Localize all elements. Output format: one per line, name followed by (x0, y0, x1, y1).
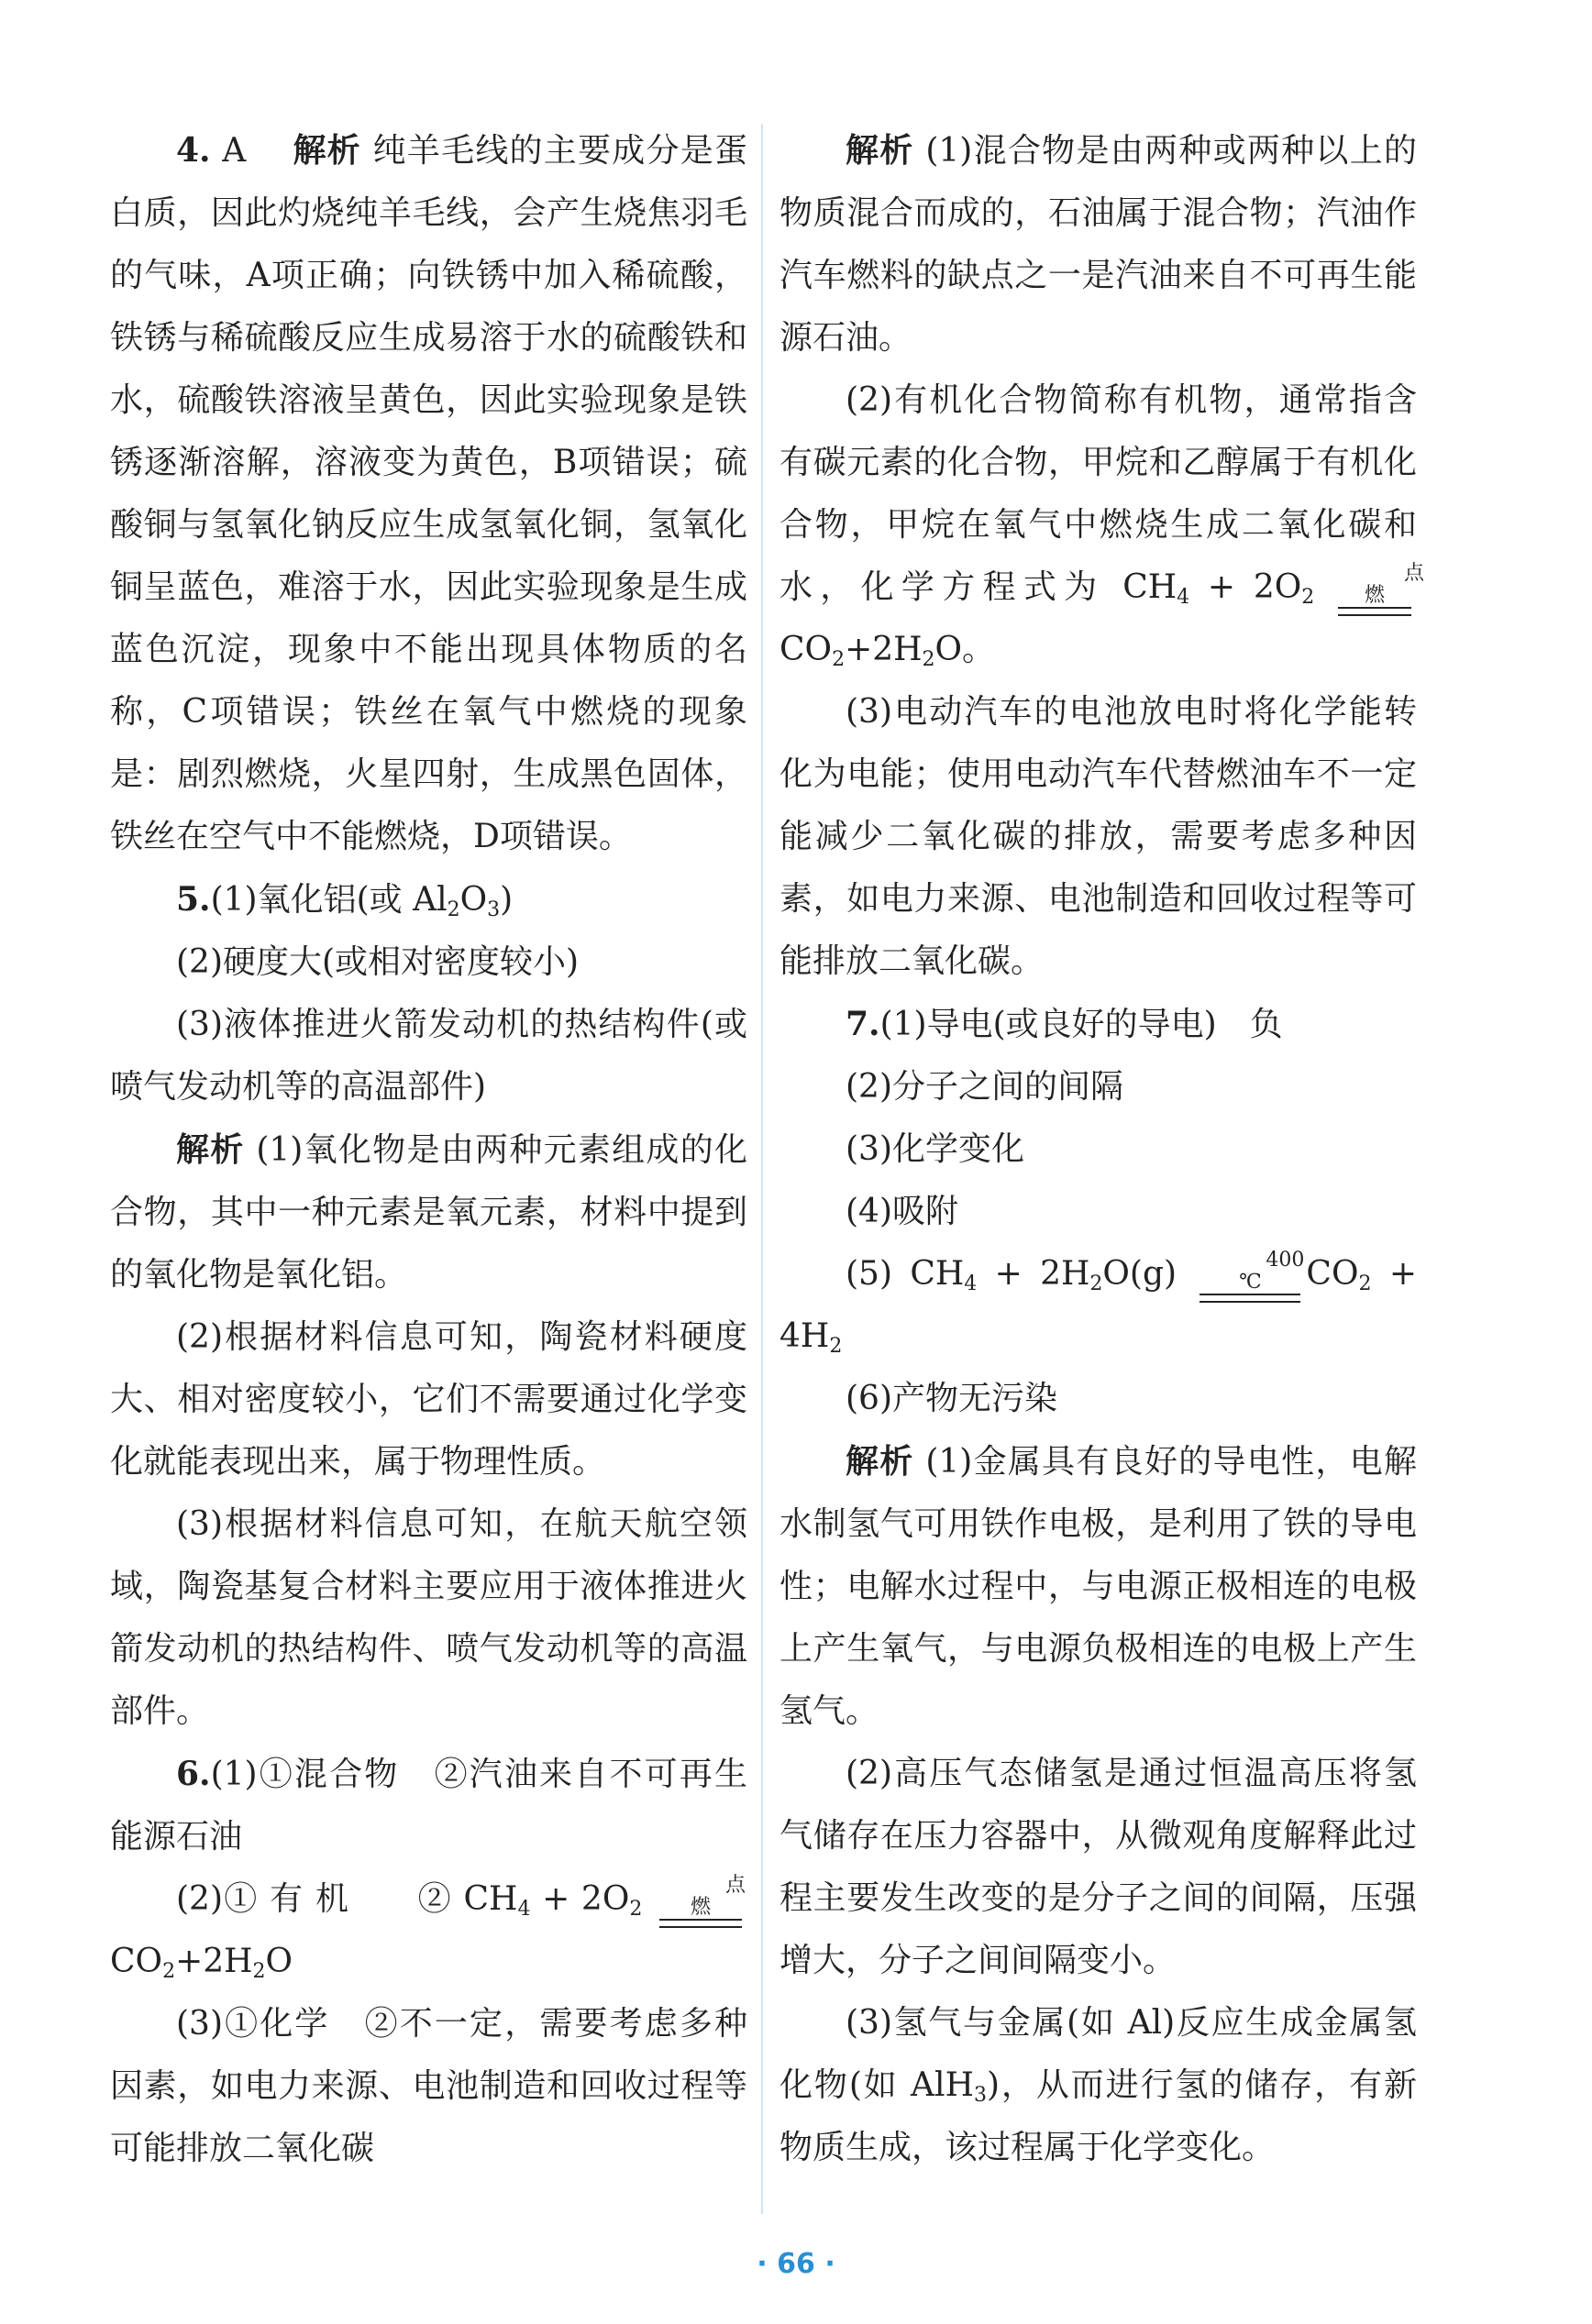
q5-2-text: (2)硬度大(或相对密度较小) (176, 943, 580, 981)
q5-answer-3 (110, 994, 747, 1118)
q6-analysis-1 (779, 119, 1417, 369)
subscript: 4 (1177, 586, 1190, 609)
q4-answer: A (222, 132, 247, 170)
subscript: 2 (629, 1898, 643, 1921)
q7-5-text: CO (1306, 1255, 1359, 1293)
q4-analysis-text: 纯羊毛线的主要成分是蛋白质，因此灼烧纯羊毛线，会产生烧焦羽毛的气味，A项正确；向铁锈中加入稀硫酸，铁锈与稀硫酸反应生成易溶于水的硫酸铁和水，硫酸铁溶液呈黄色，因此实验现象是铁锈逐渐溶解，溶液变为黄色，B项错误；硫酸铜与氢氧化钠反应生成氢氧化铜，氢氧化铜呈蓝色，难溶于水，因此实验现象是生成蓝色沉淀，现象中不能出现具体物质的名称，C项错误；铁丝在氧气中燃烧的现象是：剧烈燃烧，火星四射，生成黑色固体，铁丝在空气中不能燃烧，D项错误。 (110, 132, 747, 855)
q5-analysis-2 (110, 1306, 747, 1493)
q7-number: 7. (846, 1005, 880, 1043)
q5-answer-1 (110, 868, 747, 931)
q7-5-text: + 2H (977, 1255, 1090, 1293)
q7-answer-5 (779, 1243, 1417, 1368)
right-column (779, 119, 1425, 2179)
q5-1-text: ) (500, 881, 514, 919)
q7-answer-2 (779, 1056, 1417, 1118)
reaction-condition: 400 ℃ (1239, 1249, 1305, 1294)
equals-line (659, 1919, 742, 1928)
q7-5-text: + (1371, 1255, 1417, 1293)
q6-number: 6. (176, 1755, 211, 1793)
subscript: 3 (487, 898, 501, 921)
q5-3-text: (3)液体推进火箭发动机的热结构件(或喷气发动机等的高温部件) (110, 1006, 747, 1106)
q5-1-text: O (459, 881, 488, 919)
equals-line (1338, 607, 1411, 616)
reaction-condition-arrow (659, 1874, 746, 1928)
q7-answer-6 (779, 1368, 1417, 1430)
q6-2-text: + 2O (530, 1880, 630, 1918)
q7-analysis-2 (779, 1743, 1417, 1992)
q7-6-text: (6)产物无污染 (846, 1380, 1057, 1417)
left-column (110, 119, 747, 2180)
q6-answer-2 (110, 1868, 747, 1993)
q5-analysis-3 (110, 1493, 747, 1743)
q7-5-text: O(g) (1102, 1255, 1177, 1293)
q7-analysis-text: (3)氢气与金属(如 Al)反应生成金属氢化物(如 AlH (779, 2004, 1417, 2104)
q7-5-text: (5) CH (846, 1255, 965, 1293)
q6-analysis-text: (2)有机化合物简称有机物，通常指含有碳元素的化合物，甲烷和乙醇属于有机化合物，甲烷在氧气中燃烧生成二氧化碳和水，化学方程式为 CH (779, 381, 1417, 606)
q6-answer-1 (110, 1743, 747, 1868)
q6-2-text: (2)① 有 机 ② CH (176, 1880, 518, 1918)
q7-analysis-1 (779, 1430, 1417, 1743)
q6-2-text: CO (110, 1943, 163, 1980)
page-number: · 66 · (757, 2248, 835, 2280)
q6-analysis-2 (779, 369, 1425, 681)
q6-2-text: +2H (175, 1943, 253, 1980)
q5-analysis-text: (1)氧化物是由两种元素组成的化合物，其中一种元素是氧元素，材料中提到的氧化物是氧化铝。 (110, 1131, 747, 1294)
subscript: 2 (1358, 1272, 1372, 1295)
q7-analysis-text: )，从而进行氢的储存，有新物质生成，该过程属于化学变化。 (779, 2066, 1417, 2166)
q6-analysis-text: (3)电动汽车的电池放电时将化学能转化为电能；使用电动汽车代替燃油车不一定能减少二氧化碳的排放，需要考虑多种因素，如电力来源、电池制造和回收过程等可能排放二氧化碳。 (779, 693, 1417, 980)
subscript: 2 (1301, 586, 1315, 609)
q7-5-text: 4H (779, 1317, 830, 1355)
q7-3-text: (3)化学变化 (846, 1130, 1024, 1168)
q6-answer-3 (110, 1993, 747, 2180)
q7-1-text: (1)导电(或良好的导电) 负 (879, 1006, 1283, 1043)
q6-analysis-text: CO (779, 631, 833, 668)
column-divider (761, 124, 763, 2214)
q4-analysis-tag: 解析 (293, 131, 361, 170)
q5-analysis-1 (110, 1118, 747, 1306)
q5-1-text: (1)氧化铝(或 Al (210, 881, 448, 919)
q7-analysis-tag: 解析 (846, 1442, 914, 1481)
q6-analysis-text: (1)混合物是由两种或两种以上的物质混合而成的，石油属于混合物；汽油作汽车燃料的缺点之一是汽油来自不可再生能源石油。 (779, 132, 1417, 357)
subscript: 2 (162, 1960, 176, 1983)
subscript: 2 (829, 1335, 843, 1358)
subscript: 4 (964, 1272, 978, 1295)
reaction-condition-arrow (1200, 1249, 1305, 1303)
q7-4-text: (4)吸附 (846, 1193, 958, 1230)
q6-2-text: O (265, 1943, 293, 1980)
q7-2-text: (2)分子之间的间隔 (846, 1068, 1123, 1106)
q7-analysis-3 (779, 1992, 1417, 2179)
reaction-condition: 点燃 (1365, 562, 1425, 607)
reaction-condition: 点燃 (691, 1874, 746, 1919)
q6-analysis-text: +2H (845, 631, 923, 668)
subscript: 4 (517, 1898, 531, 1921)
q4-number: 4. (176, 131, 211, 170)
q7-analysis-text: (1)金属具有良好的导电性，电解水制氢气可用铁作电极，是利用了铁的导电性；电解水过程中，与电源正极相连的电极上产生氧气，与电源负极相连的电极上产生氢气。 (779, 1443, 1417, 1730)
q7-answer-4 (779, 1181, 1417, 1243)
q4-paragraph (110, 119, 747, 868)
q6-analysis-3 (779, 681, 1417, 993)
q5-answer-2 (110, 931, 747, 994)
q6-1-text: (1)①混合物 ②汽油来自不可再生能源石油 (110, 1756, 747, 1856)
subscript: 2 (252, 1960, 266, 1983)
q5-analysis-text: (2)根据材料信息可知，陶瓷材料硬度大、相对密度较小，它们不需要通过化学变化就能表现出来，属于物理性质。 (110, 1318, 747, 1481)
q7-answer-1 (779, 993, 1417, 1056)
q6-analysis-tag: 解析 (846, 131, 914, 170)
q6-analysis-text: + 2O (1189, 568, 1302, 606)
subscript: 2 (832, 648, 846, 671)
subscript: 2 (1089, 1272, 1103, 1295)
q5-analysis-tag: 解析 (176, 1130, 245, 1169)
q6-analysis-text: O。 (934, 631, 996, 668)
q5-analysis-text: (3)根据材料信息可知，在航天航空领域，陶瓷基复合材料主要应用于液体推进火箭发动机的热结构件、喷气发动机等的高温部件。 (110, 1505, 747, 1730)
subscript: 2 (447, 898, 460, 921)
subscript: 2 (922, 648, 935, 671)
subscript: 3 (973, 2084, 987, 2107)
equals-line (1200, 1294, 1300, 1303)
q6-3-text: (3)①化学 ②不一定，需要考虑多种因素，如电力来源、电池制造和回收过程等可能排放二氧化碳 (110, 2005, 747, 2167)
q7-answer-3 (779, 1118, 1417, 1181)
reaction-condition-arrow (1338, 562, 1425, 616)
q7-analysis-text: (2)高压气态储氢是通过恒温高压将氢气储存在压力容器中，从微观角度解释此过程主要发生改变的是分子之间的间隔，压强增大，分子之间间隔变小。 (779, 1755, 1417, 1979)
q5-number: 5. (176, 880, 211, 919)
